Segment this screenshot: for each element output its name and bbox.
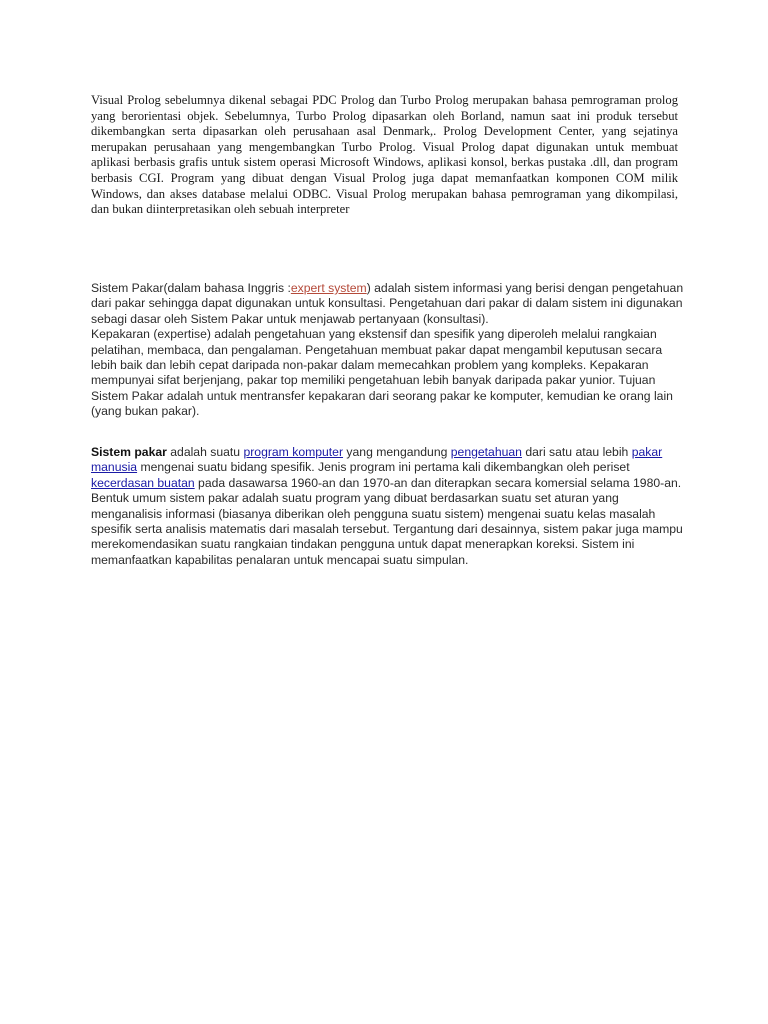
kecerdasan-buatan-link[interactable]: kecerdasan buatan bbox=[91, 475, 195, 490]
manusia-link[interactable]: manusia bbox=[91, 460, 138, 475]
paragraph-text: ) adalah sistem informasi yang berisi dengan pengetahuan dari pakar sehingga dapat digunakan untuk konsultasi. Pengetahuan dari pakar di dalam sistem ini digunakan sebagi dasar oleh Sistem Pakar untuk menjawab pertanyaan (konsultasi). bbox=[91, 281, 684, 326]
paragraph-text: dari satu atau lebih bbox=[521, 445, 632, 459]
paragraph-kepakaran: Kepakaran (expertise) adalah pengetahuan yang ekstensif dan spesifik yang diperoleh melalui rangkaian pelatihan, membaca, dan pengalaman. Pengetahuan membuat pakar dapat mengambil keputusan secara lebih baik dan lebih cepat daripada non-pakar dalam memecahkan problem yang kompleks. Kepakaran mempunyai sifat berjenjang, pakar top memiliki pengetahuan lebih banyak daripada pakar yunior. Tujuan Sistem Pakar adalah untuk mentransfer kepakaran dari seorang pakar ke komputer, kemudian ke orang lain (yang bukan pakar). bbox=[91, 327, 673, 419]
program-komputer-link[interactable]: program komputer bbox=[243, 445, 344, 459]
pakar-link[interactable]: pakar bbox=[631, 445, 663, 459]
bold-term: Sistem pakar bbox=[91, 445, 167, 459]
pengetahuan-link[interactable]: pengetahuan bbox=[450, 445, 522, 459]
paragraph-text: pada dasawarsa 1960-an dan 1970-an dan diterapkan secara komersial selama 1980-an. Bentuk umum sistem pakar adalah suatu program yang dibuat berdasarkan suatu set aturan yang menganalisis informasi (biasanya diberikan oleh pengguna suatu sistem) mengenai suatu kelas masalah spesifik serta analisis matematis dari masalah tersebut. Tergantung dari desainnya, sistem pakar juga mampu merekomendasikan suatu rangkaian tindakan pengguna untuk dapat menerapkan koreksi. Sistem ini memanfaatkan kapabilitas penalaran untuk mencapai suatu simpulan. bbox=[91, 475, 683, 567]
paragraph-text: mengenai suatu bidang spesifik. Jenis program ini pertama kali dikembangkan oleh periset bbox=[137, 460, 630, 475]
paragraph-text: adalah suatu bbox=[166, 445, 244, 459]
paragraph-visual-prolog: Visual Prolog sebelumnya dikenal sebagai PDC Prolog dan Turbo Prolog merupakan bahasa pemrograman prolog yang berorientasi objek. Sebelumnya, Turbo Prolog dipasarkan oleh Borland, namun saat ini produk tersebut dikembangkan serta dipasarkan oleh perusahaan asal Denmark,. Prolog Development Center, yang sejatinya merupakan perusahaan yang mengembangkan Turbo Prolog. Visual Prolog dapat digunakan untuk membuat aplikasi berbasis grafis untuk sistem operasi Microsoft Windows, aplikasi konsol, berkas pustaka .dll, dan program berbasis CGI. Program yang dibuat dengan Visual Prolog juga dapat memanfaatkan komponen COM milik Windows, dan akses database melalui ODBC. Visual Prolog merupakan bahasa pemrograman yang dikompilasi, dan bukan diinterpretasikan oleh sebuah interpreter bbox=[91, 93, 678, 217]
expert-system-link[interactable]: expert system bbox=[290, 281, 367, 295]
paragraph-text: yang mengandung bbox=[343, 445, 451, 459]
paragraph-sistem-pakar-wiki bbox=[91, 445, 685, 568]
paragraph-sistem-pakar-definition bbox=[91, 281, 685, 420]
paragraph-text: Sistem Pakar(dalam bahasa Inggris : bbox=[91, 281, 291, 295]
